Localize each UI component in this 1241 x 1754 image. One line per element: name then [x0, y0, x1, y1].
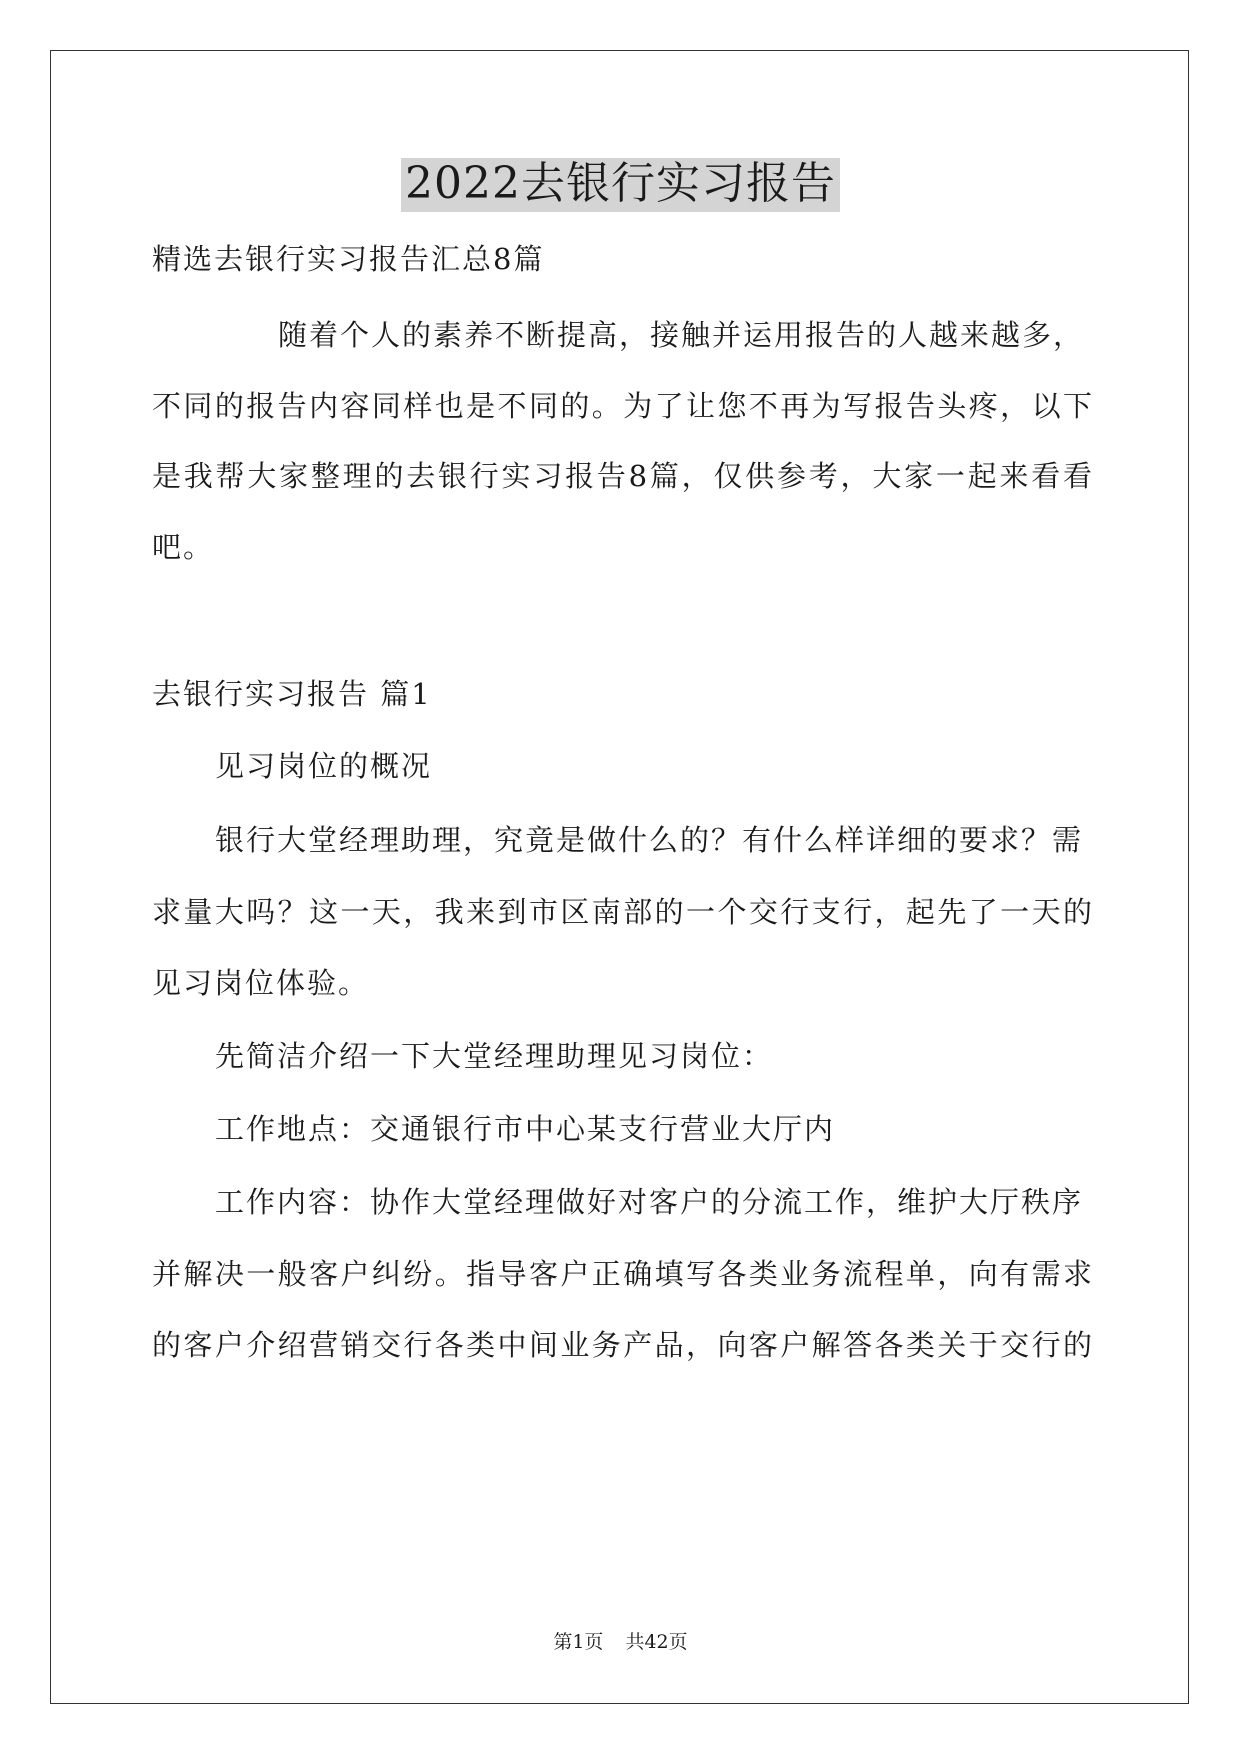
document-title: [0, 158, 1241, 212]
page-number: 第1页: [553, 1631, 604, 1653]
section-subheading: 见习岗位的概况: [215, 749, 433, 783]
document-title-text: 2022去银行实习报告: [401, 158, 840, 212]
intro-line: 不同的报告内容同样也是不同的。为了让您不再为写报告头疼，以下: [152, 389, 1092, 423]
paragraph-line: 的客户介绍营销交行各类中间业务产品，向客户解答各类关于交行的: [152, 1328, 1092, 1362]
page-footer: [0, 1627, 1241, 1654]
intro-line: 是我帮大家整理的去银行实习报告8篇，仅供参考，大家一起来看看: [152, 459, 1092, 493]
intro-line: 吧。: [152, 530, 215, 564]
intro-line: 随着个人的素养不断提高，接触并运用报告的人越来越多，: [278, 318, 1085, 352]
paragraph-line: 并解决一般客户纠纷。指导客户正确填写各类业务流程单，向有需求: [152, 1257, 1092, 1291]
page-total: 共42页: [625, 1631, 688, 1653]
paragraph-line: 先简洁介绍一下大堂经理助理见习岗位：: [215, 1039, 774, 1073]
document-subtitle: 精选去银行实习报告汇总8篇: [152, 242, 545, 276]
paragraph-line: 银行大堂经理助理，究竟是做什么的？有什么样详细的要求？需: [215, 823, 1084, 857]
paragraph-line: 工作内容：协作大堂经理做好对客户的分流工作，维护大厅秩序: [215, 1185, 1084, 1219]
section-heading: 去银行实习报告 篇1: [152, 677, 432, 711]
paragraph-line: 见习岗位体验。: [152, 966, 370, 1000]
paragraph-line: 工作地点：交通银行市中心某支行营业大厅内: [215, 1112, 836, 1146]
page-border: [50, 50, 1189, 1704]
paragraph-line: 求量大吗？这一天，我来到市区南部的一个交行支行，起先了一天的: [152, 895, 1092, 929]
